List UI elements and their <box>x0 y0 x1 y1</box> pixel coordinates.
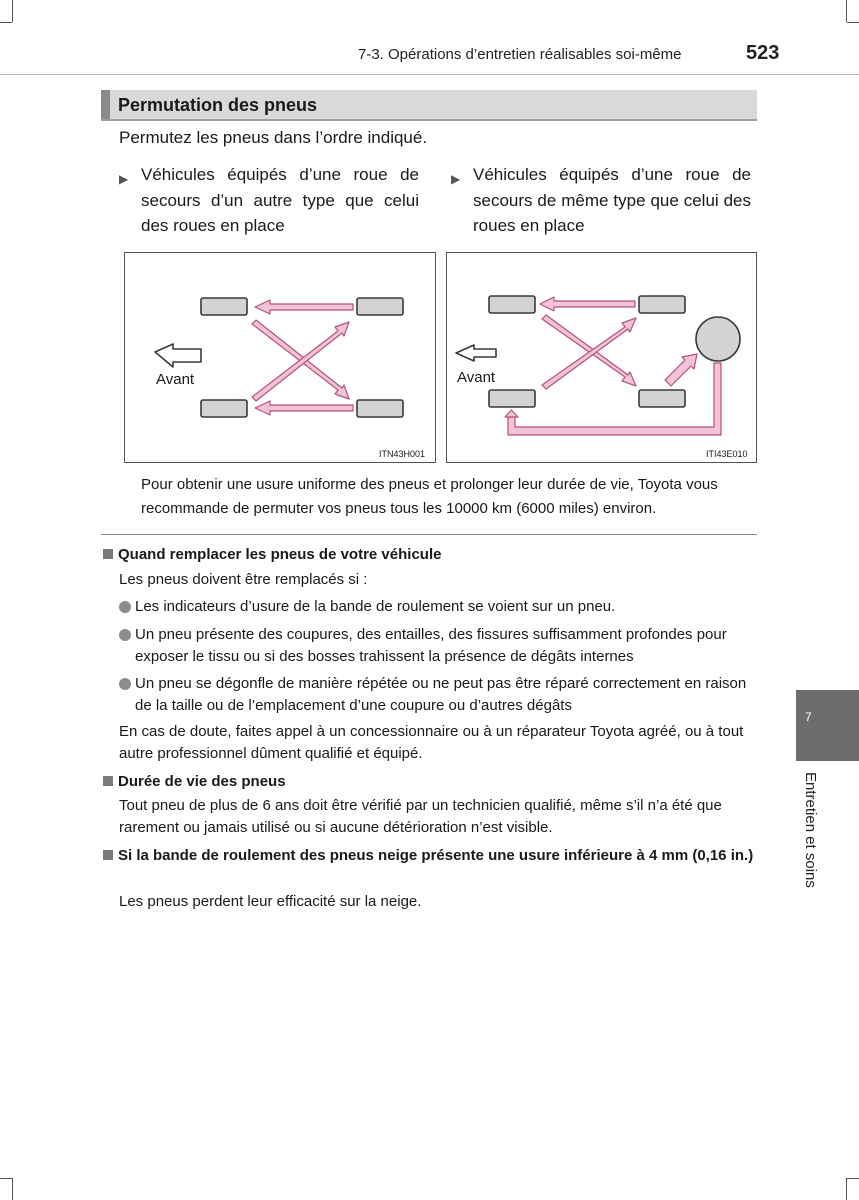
crop-mark <box>0 1178 12 1179</box>
arrow-spare-loop <box>508 363 721 435</box>
list-item <box>119 673 759 717</box>
replace-lead: Les pneus doivent être remplacés si : <box>119 571 368 588</box>
vehicle-case-right-text: Véhicules équipés d’une roue de secours de même type que celui des roues en place <box>473 165 751 235</box>
rotation-note: Pour obtenir une usure uniforme des pneus et prolonger leur durée de vie, Toyota vous recommande de permuter vos pneus tous les 10000 km (6000 miles) environ. <box>141 476 718 517</box>
list-item-text: Les indicateurs d’usure de la bande de roulement se voient sur un pneu. <box>135 598 616 615</box>
vehicle-case-left-text: Véhicules équipés d’une roue de secours d’un autre type que celui des roues en place <box>141 165 419 235</box>
tire-rear-right <box>639 390 685 407</box>
tire-front-right <box>639 296 685 313</box>
lifespan-text: Tout pneu de plus de 6 ans doit être vérifié par un technicien qualifié, même s’il n’a été que rarement ou jamais utilisé ou si aucune détérioration n’est visible. <box>119 797 722 836</box>
spare-tire <box>696 317 740 361</box>
front-label: Avant <box>457 369 496 386</box>
triangle-bullet-icon: ▶ <box>119 172 129 186</box>
arrow-bottom <box>255 401 353 415</box>
vehicle-case-left <box>119 162 419 239</box>
crop-mark <box>846 1178 847 1200</box>
crop-mark <box>12 0 13 22</box>
replace-closing: En cas de doute, faites appel à un concessionnaire ou à un réparateur Toyota agréé, ou à tout autre professionnel dûment qualifié et équipé. <box>119 723 744 762</box>
front-arrow-icon <box>155 344 201 367</box>
intro-text: Permutez les pneus dans l’ordre indiqué. <box>119 128 428 147</box>
triangle-bullet-icon: ▶ <box>451 172 461 186</box>
square-bullet-icon <box>103 850 113 860</box>
circle-bullet-icon <box>119 629 131 641</box>
crop-mark <box>847 1178 859 1179</box>
subheading-snow-text: Si la bande de roulement des pneus neige présente une usure inférieure à 4 mm (0,16 in.) <box>118 847 754 864</box>
front-label: Avant <box>156 371 195 388</box>
circle-bullet-icon <box>119 678 131 690</box>
arrow-top <box>540 297 635 311</box>
crop-mark <box>0 22 12 23</box>
rotation-diagram-left-drawing <box>125 253 435 462</box>
square-bullet-icon <box>103 776 113 786</box>
arrow-to-spare <box>665 354 697 386</box>
list-item <box>119 596 759 618</box>
chapter-tab[interactable] <box>796 690 859 761</box>
tire-rear-left <box>489 390 535 407</box>
chapter-number: 7 <box>805 710 812 724</box>
list-item <box>119 624 759 668</box>
subheading-when-replace <box>103 544 441 565</box>
rotation-diagram-right-drawing <box>447 253 756 462</box>
square-bullet-icon <box>103 549 113 559</box>
crop-mark <box>12 1178 13 1200</box>
arrow-loop-head <box>505 410 518 417</box>
crop-mark <box>847 22 859 23</box>
list-item-text: Un pneu présente des coupures, des entailles, des fissures suffisamment profondes pour exposer le tissu ou si des bosses trahissent la présence de dégâts internes <box>135 626 727 665</box>
section-title: Permutation des pneus <box>118 95 318 115</box>
vehicle-case-right <box>451 162 751 239</box>
arrow-top <box>255 300 353 314</box>
figure-code: ITN43H001 <box>379 449 426 459</box>
section-heading-bar <box>101 90 757 121</box>
snow-text: Les pneus perdent leur efficacité sur la neige. <box>119 893 422 910</box>
tire-front-right <box>357 298 403 315</box>
section-divider <box>101 534 757 535</box>
tire-front-left <box>201 298 247 315</box>
list-item-text: Un pneu se dégonfle de manière répétée ou ne peut pas être réparé correctement en raison de la taille ou de l’emplacement d’une coupure ou d’autres dégâts <box>135 675 747 714</box>
subheading-when-replace-text: Quand remplacer les pneus de votre véhicule <box>118 546 442 563</box>
header-section-title: 7-3. Opérations d’entretien réalisables soi-même <box>358 46 682 63</box>
subheading-snow <box>103 845 759 866</box>
figure-code: ITI43E010 <box>706 449 748 459</box>
crop-mark <box>846 0 847 22</box>
header-divider <box>0 74 859 75</box>
tire-rear-right <box>357 400 403 417</box>
circle-bullet-icon <box>119 601 131 613</box>
page-number: 523 <box>746 42 780 64</box>
chapter-label: Entretien et soins <box>802 772 819 888</box>
front-arrow-icon <box>456 345 496 361</box>
subheading-lifespan <box>103 771 286 792</box>
rotation-diagram-right <box>446 252 757 463</box>
rotation-diagram-left <box>124 252 436 463</box>
tire-rear-left <box>201 400 247 417</box>
tire-front-left <box>489 296 535 313</box>
section-accent <box>101 90 110 119</box>
subheading-lifespan-text: Durée de vie des pneus <box>118 773 286 790</box>
